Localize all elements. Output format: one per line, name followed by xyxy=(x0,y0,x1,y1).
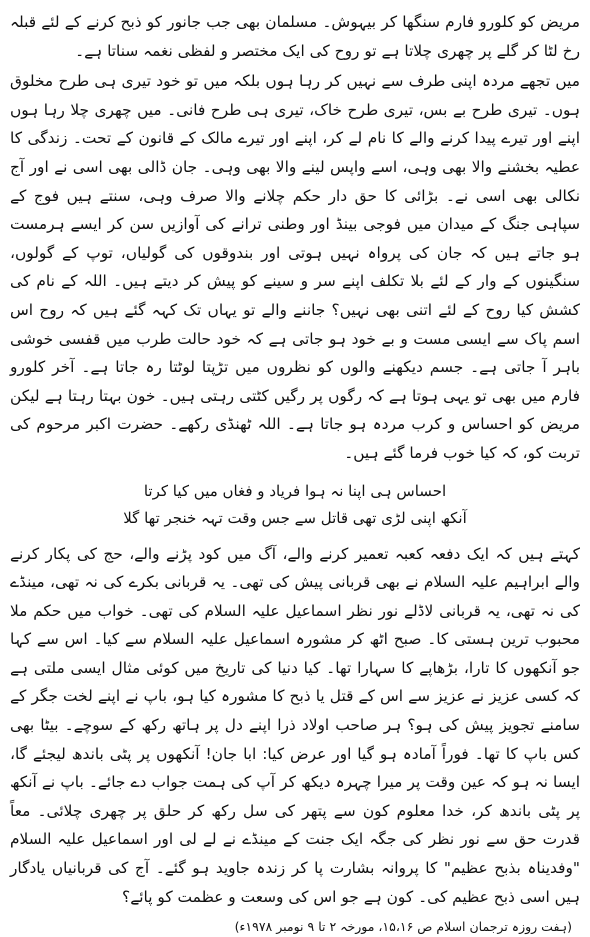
paragraph-2: میں تجھے مردہ اپنی طرف سے نہیں کر رہا ہوں بلکہ میں تو خود تیری ہی طرح مخلوق ہوں۔ تیری طرح بے بس، تیری طرح خاک، تیری ہی طرح فانی۔ میں چھری چلا رہا ہوں اپنے اور تیرے پیدا کرنے والے کا نام لے کر، اپنے اور تیرے مالک کے قانون کے تحت۔ زندگی کا عطیہ بخشنے والا بھی وہی، اسے واپس لینے والا بھی وہی۔ جان ڈالی بھی اسی نے اور آج نکالی بھی اسی نے۔ بڑائی کا حق دار حکم چلانے والا صرف وہی، سنتے ہیں فوج کے سپاہی جنگ کے میدان میں فوجی بینڈ اور وطنی ترانے کی آوازیں سن کر ایسے ہرمست ہو جاتے ہیں کہ جان کی پرواہ نہیں ہوتی اور بندوقوں کی گولیاں، توپ کے گولوں، سنگینوں کے وار کے لئے بلا تکلف اپنے سر و سینے کو پیش کر دیتے ہیں۔ اللہ کے نام کی کشش کیا روح کے لئے اتنی بھی نہیں؟ جاننے والے تو یہاں تک کہہ گئے ہیں کہ روح اس اسم پاک سے ایسی مست و بے خود ہو جاتی ہے کہ خود حالت طرب میں قفسی خوشی باہر آ جاتی ہے۔ جسم دیکھنے والوں کو نظروں میں تڑپتا لوٹتا رہ جاتا ہے۔ آخر کلورو فارم میں بھی تو یہی ہوتا ہے کہ رگوں پر رگیں کٹتی رہتی ہیں۔ خون بہتا رہتا ہے لیکن مریض کو احساس و کرب مردہ ہو جاتا ہے۔ اللہ ٹھنڈی رکھے۔ حضرت اکبر مرحوم کی تربت کو، کہ کیا خوب فرما گئے ہیں۔ xyxy=(10,72,580,462)
source-citation: (ہفت روزہ ترجمان اسلام ص ۱۵،۱۶، مورخہ ۲ تا ۹ نومبر ۱۹۷۸ء) xyxy=(234,919,572,935)
paragraph-3: کہتے ہیں کہ ایک دفعہ کعبہ تعمیر کرنے والے، آگ میں کود پڑنے والے، حج کی پکار کرنے والے ابراہیم علیہ السلام نے بھی قربانی پیش کی تھی۔ یہ قربانی بکرے کی نہ تھی، مینڈے کی نہ تھی، یہ قربانی لاڈلے نور نظر اسماعیل علیہ السلام کی تھی۔ خواب میں حکم ملا محبوب ترین ہستی کا۔ صبح اٹھ کر مشورہ اسماعیل علیہ السلام سے کیا۔ اس سے کہا جو آنکھوں کا تارا، بڑھاپے کا سہارا تھا۔ کیا دنیا کی تاریخ میں کوئی مثال ایسی ملتی ہے کہ کسی عزیز نے عزیز سے اس کے قتل یا ذبح کا مشورہ کیا ہو، باپ نے اپنے لخت جگر کے سامنے تجویز پیش کی ہو؟ ہر صاحب اولاد ذرا اپنے دل پر ہاتھ رکھ کے سوچے۔ بیٹا بھی کس باپ کا تھا۔ فوراً آمادہ ہو گیا اور عرض کیا: ابا جان! آنکھوں پر پٹی باندھ لیجئے گا، ایسا نہ ہو کہ عین وقت پر میرا چہرہ دیکھ کر آپ کی ہمت جواب دے جائے۔ باپ نے آنکھ پر پٹی باندھ کر، خدا معلوم کون سے پتھر کی سل رکھ کر حلق پر چھری چلائی۔ معاً قدرت حق سے نور نظر کی جگہ ایک جنت کے مینڈے نے لے لی اور اسماعیل علیہ السلام "وفدیناہ بذبح عظیم" کا پروانہ بشارت پا کر زندہ جاوید ہو گئے۔ آج کی قربانیاں یادگار ہیں اسی ذبح عظیم کی۔ کون ہے جو اس کی وسعت و عظمت کو پائے؟ xyxy=(10,544,580,906)
couplet-line-1: احساس ہی اپنا نہ ہوا فریاد و فغاں میں کیا کرتا xyxy=(143,481,447,500)
paragraph-1: مریض کو کلورو فارم سنگھا کر بیہوش۔ مسلمان بھی جب جانور کو ذبح کرنے کے لئے قبلہ رخ لٹا کر گلے پر چھری چلاتا ہے تو روح کی ایک مختصر و لفظی نغمہ سناتا ہے۔ xyxy=(10,13,580,60)
couplet xyxy=(10,478,580,532)
couplet-line-2: آنکھ اپنی لڑی تھی قاتل سے جس وقت تہہ خنجر تھا گلا xyxy=(123,508,467,527)
